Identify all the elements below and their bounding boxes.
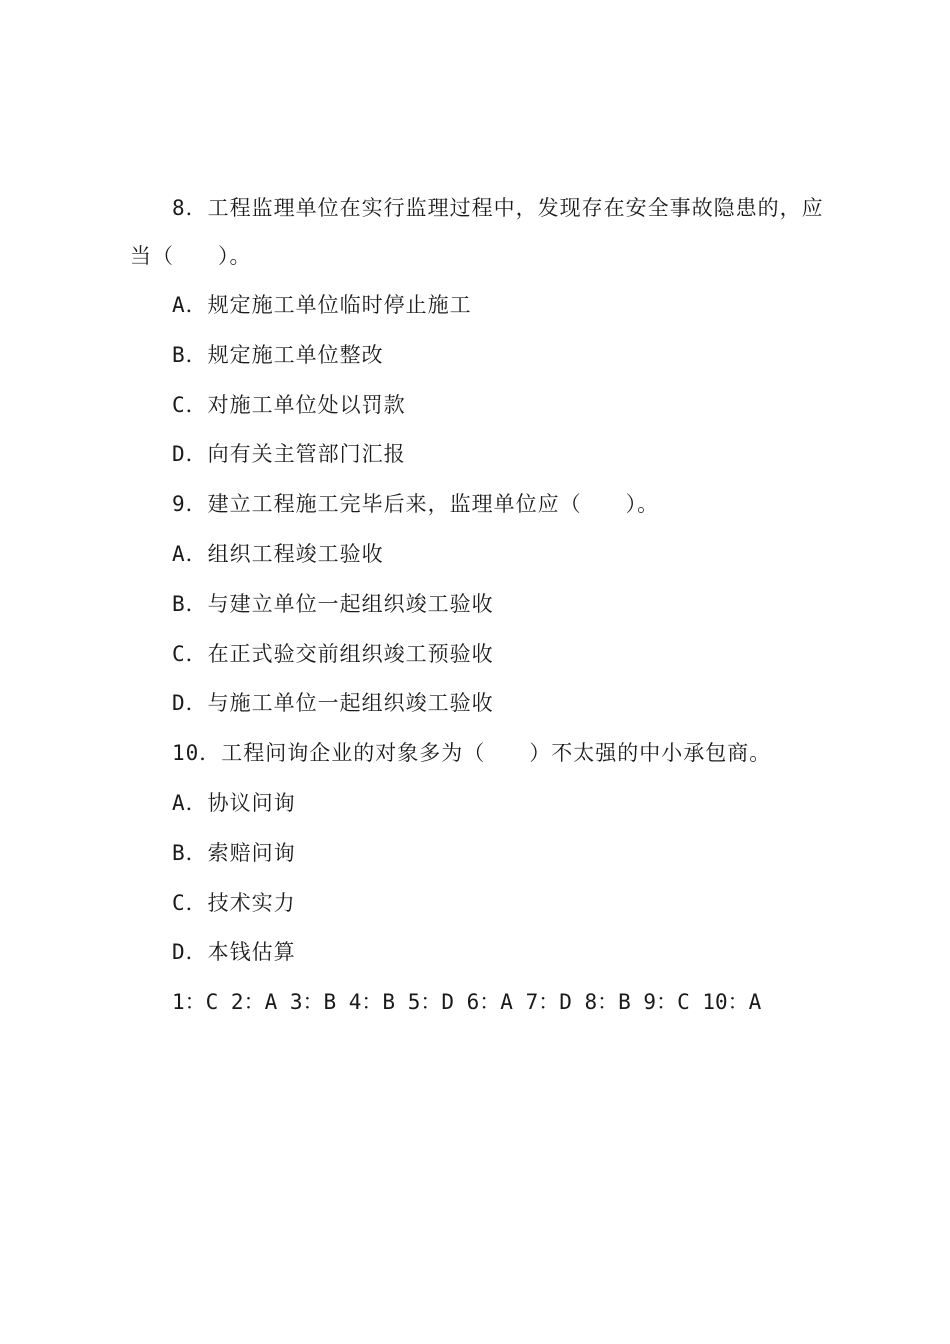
question-10-option-d: D．本钱估算 xyxy=(172,940,296,964)
question-8-option-c: C．对施工单位处以罚款 xyxy=(172,393,406,417)
question-8-stem-line-1: 8．工程监理单位在实行监理过程中，发现存在安全事故隐患的，应 xyxy=(172,196,824,220)
question-8-option-b: B．规定施工单位整改 xyxy=(172,343,384,367)
question-8-stem-line-2: 当（ ）。 xyxy=(130,244,252,268)
question-10-option-b: B．索赔问询 xyxy=(172,841,296,865)
answer-key: 1：C 2：A 3：B 4：B 5：D 6：A 7：D 8：B 9：C 10：A xyxy=(172,990,762,1014)
question-9-stem: 9．建立工程施工完毕后来，监理单位应（ ）。 xyxy=(172,492,660,516)
question-9-option-d: D．与施工单位一起组织竣工验收 xyxy=(172,691,494,715)
question-9-option-c: C．在正式验交前组织竣工预验收 xyxy=(172,642,494,666)
question-9-option-a: A．组织工程竣工验收 xyxy=(172,542,384,566)
question-10-option-a: A．协议问询 xyxy=(172,791,296,815)
question-10-stem: 10．工程问询企业的对象多为（ ）不太强的中小承包商。 xyxy=(172,741,772,765)
question-9-option-b: B．与建立单位一起组织竣工验收 xyxy=(172,592,494,616)
question-8-option-a: A．规定施工单位临时停止施工 xyxy=(172,293,472,317)
question-8-option-d: D．向有关主管部门汇报 xyxy=(172,442,406,466)
question-10-option-c: C．技术实力 xyxy=(172,891,296,915)
